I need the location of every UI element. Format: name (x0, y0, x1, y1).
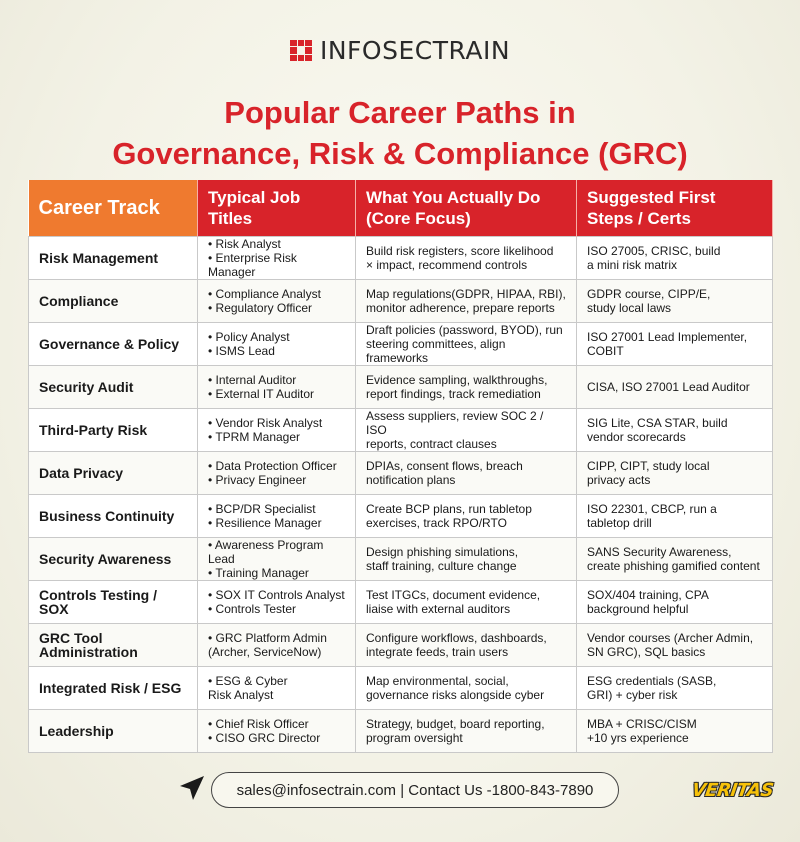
cell-line: Design phishing simulations, (366, 545, 519, 559)
cell-line: +10 yrs experience (587, 731, 689, 745)
cell-line: staff training, culture change (366, 559, 517, 573)
cell-line: liaise with external auditors (366, 602, 511, 616)
cell-line: tabletop drill (587, 516, 652, 530)
cell-line: • Privacy Engineer (208, 473, 307, 487)
cell-line: integrate feeds, train users (366, 645, 509, 659)
table-row (29, 452, 773, 495)
cell-line: exercises, track RPO/RTO (366, 516, 507, 530)
title-line-2: Governance, Risk & Compliance (GRC) (112, 136, 688, 171)
cell-line: Map environmental, social, (366, 674, 509, 688)
cell-career-track: Risk Management (29, 237, 198, 280)
cell-core-focus (356, 495, 577, 538)
cell-first-steps (577, 581, 773, 624)
cell-line: • Controls Tester (208, 602, 297, 616)
cell-line: reports, contract clauses (366, 437, 497, 451)
cell-line: GDPR course, CIPP/E, (587, 287, 711, 301)
cell-core-focus (356, 323, 577, 366)
cell-line: • Risk Analyst (208, 237, 281, 251)
cell-career-track: Compliance (29, 280, 198, 323)
cell-line: • SOX IT Controls Analyst (208, 588, 345, 602)
cell-core-focus (356, 280, 577, 323)
header-first-steps: Suggested First Steps / Certs (577, 180, 773, 237)
cell-line: • Resilience Manager (208, 516, 322, 530)
logo-grid-icon (290, 40, 312, 62)
cell-line: (Archer, ServiceNow) (208, 645, 322, 659)
cell-line: Build risk registers, score likelihood (366, 244, 554, 258)
cell-career-track: GRC Tool Administration (29, 624, 198, 667)
cell-core-focus (356, 624, 577, 667)
cell-line: GRI) + cyber risk (587, 688, 678, 702)
cell-first-steps (577, 667, 773, 710)
cell-line: privacy acts (587, 473, 651, 487)
cell-job-titles (198, 581, 356, 624)
cell-line: • Policy Analyst (208, 330, 290, 344)
table-row (29, 538, 773, 581)
table-row (29, 624, 773, 667)
brand-logo (0, 36, 800, 65)
cell-line: monitor adherence, prepare reports (366, 301, 555, 315)
cell-career-track: Security Audit (29, 366, 198, 409)
cell-first-steps (577, 323, 773, 366)
table-row (29, 280, 773, 323)
table-header-row (29, 180, 773, 237)
cell-core-focus (356, 581, 577, 624)
cell-job-titles (198, 452, 356, 495)
table-row (29, 581, 773, 624)
cell-line: • Regulatory Officer (208, 301, 313, 315)
cell-job-titles (198, 280, 356, 323)
cell-line: CISA, ISO 27001 Lead Auditor (587, 380, 750, 394)
cell-job-titles (198, 409, 356, 452)
cell-line: governance risks alongside cyber (366, 688, 545, 702)
header-career-track: Career Track (29, 180, 198, 237)
table-row (29, 409, 773, 452)
cell-core-focus (356, 452, 577, 495)
cell-line: • ISMS Lead (208, 344, 275, 358)
cell-line: SIG Lite, CSA STAR, build (587, 416, 728, 430)
header-job-titles: Typical Job Titles (198, 180, 356, 237)
cell-career-track: Third-Party Risk (29, 409, 198, 452)
cell-first-steps (577, 495, 773, 538)
cell-career-track: Leadership (29, 710, 198, 753)
cell-core-focus (356, 710, 577, 753)
career-paths-table (28, 180, 773, 753)
cell-line: study local laws (587, 301, 672, 315)
cell-career-track: Controls Testing / SOX (29, 581, 198, 624)
cell-career-track: Integrated Risk / ESG (29, 667, 198, 710)
cell-line: Vendor courses (Archer Admin, (587, 631, 754, 645)
cell-line: a mini risk matrix (587, 258, 678, 272)
cell-job-titles (198, 237, 356, 280)
cell-line: DPIAs, consent flows, breach (366, 459, 523, 473)
cell-first-steps (577, 409, 773, 452)
cell-line: SOX/404 training, CPA (587, 588, 709, 602)
cell-line: MBA + CRISC/CISM (587, 717, 697, 731)
cell-line: Draft policies (password, BYOD), run (366, 323, 563, 337)
cell-job-titles (198, 624, 356, 667)
cell-line: ISO 27005, CRISC, build (587, 244, 721, 258)
cell-core-focus (356, 667, 577, 710)
header-core-focus: What You Actually Do (Core Focus) (356, 180, 577, 237)
cell-line: • Chief Risk Officer (208, 717, 309, 731)
cell-line: Test ITGCs, document evidence, (366, 588, 541, 602)
page-title (0, 92, 800, 174)
cell-job-titles (198, 538, 356, 581)
title-line-1: Popular Career Paths in (224, 95, 576, 130)
cell-job-titles (198, 323, 356, 366)
cell-line: • Awareness Program Lead (208, 538, 324, 566)
cell-job-titles (198, 710, 356, 753)
cell-line: • Internal Auditor (208, 373, 297, 387)
veritas-badge-logo: VERITAS (690, 780, 775, 801)
contact-text: sales@infosectrain.com | Contact Us -1800-843-7890 (236, 781, 594, 799)
cell-line: report findings, track remediation (366, 387, 541, 401)
cell-line: SN GRC), SQL basics (587, 645, 706, 659)
cell-line: CIPP, CIPT, study local (587, 459, 710, 473)
cell-line: • External IT Auditor (208, 387, 315, 401)
cell-first-steps (577, 624, 773, 667)
table-row (29, 710, 773, 753)
cell-line: COBIT (587, 344, 624, 358)
cell-line: background helpful (587, 602, 689, 616)
cell-line: Assess suppliers, review SOC 2 / ISO (366, 409, 544, 437)
cell-line: • Enterprise Risk Manager (208, 251, 297, 279)
cell-career-track: Governance & Policy (29, 323, 198, 366)
cell-job-titles (198, 366, 356, 409)
cell-line: • Data Protection Officer (208, 459, 337, 473)
cell-first-steps (577, 280, 773, 323)
table-row (29, 237, 773, 280)
contact-pill[interactable] (211, 772, 619, 808)
cell-line: program oversight (366, 731, 463, 745)
cell-line: SANS Security Awareness, (587, 545, 732, 559)
cell-line: Risk Analyst (208, 688, 274, 702)
cell-line: Configure workflows, dashboards, (366, 631, 547, 645)
cell-line: Map regulations(GDPR, HIPAA, RBI), (366, 287, 566, 301)
cell-line: ISO 27001 Lead Implementer, (587, 330, 748, 344)
cursor-arrow-icon (178, 774, 206, 802)
cell-career-track: Security Awareness (29, 538, 198, 581)
cell-career-track: Business Continuity (29, 495, 198, 538)
table-row (29, 667, 773, 710)
cell-line: vendor scorecards (587, 430, 686, 444)
cell-line: • Training Manager (208, 566, 309, 580)
cell-job-titles (198, 495, 356, 538)
cell-first-steps (577, 366, 773, 409)
cell-core-focus (356, 409, 577, 452)
cell-first-steps (577, 452, 773, 495)
cell-line: ISO 22301, CBCP, run a (587, 502, 717, 516)
cell-core-focus (356, 237, 577, 280)
cell-line: Evidence sampling, walkthroughs, (366, 373, 548, 387)
table-row (29, 366, 773, 409)
cell-core-focus (356, 538, 577, 581)
logo-text: INFOSECTRAIN (319, 36, 511, 65)
cell-line: • CISO GRC Director (208, 731, 321, 745)
cell-line: steering committees, align frameworks (366, 337, 506, 365)
cell-first-steps (577, 538, 773, 581)
cell-line: • TPRM Manager (208, 430, 301, 444)
cell-career-track: Data Privacy (29, 452, 198, 495)
cell-first-steps (577, 710, 773, 753)
cell-core-focus (356, 366, 577, 409)
cell-line: • ESG & Cyber (208, 674, 288, 688)
cell-job-titles (198, 667, 356, 710)
footer (0, 772, 800, 812)
cell-first-steps (577, 237, 773, 280)
cell-line: • GRC Platform Admin (208, 631, 327, 645)
cell-line: notification plans (366, 473, 456, 487)
cell-line: create phishing gamified content (587, 559, 760, 573)
cell-line: • BCP/DR Specialist (208, 502, 316, 516)
table-row (29, 323, 773, 366)
cell-line: × impact, recommend controls (366, 258, 528, 272)
cell-line: Create BCP plans, run tabletop (366, 502, 532, 516)
cell-line: • Compliance Analyst (208, 287, 321, 301)
table-row (29, 495, 773, 538)
cell-line: ESG credentials (SASB, (587, 674, 717, 688)
cell-line: Strategy, budget, board reporting, (366, 717, 545, 731)
cell-line: • Vendor Risk Analyst (208, 416, 323, 430)
